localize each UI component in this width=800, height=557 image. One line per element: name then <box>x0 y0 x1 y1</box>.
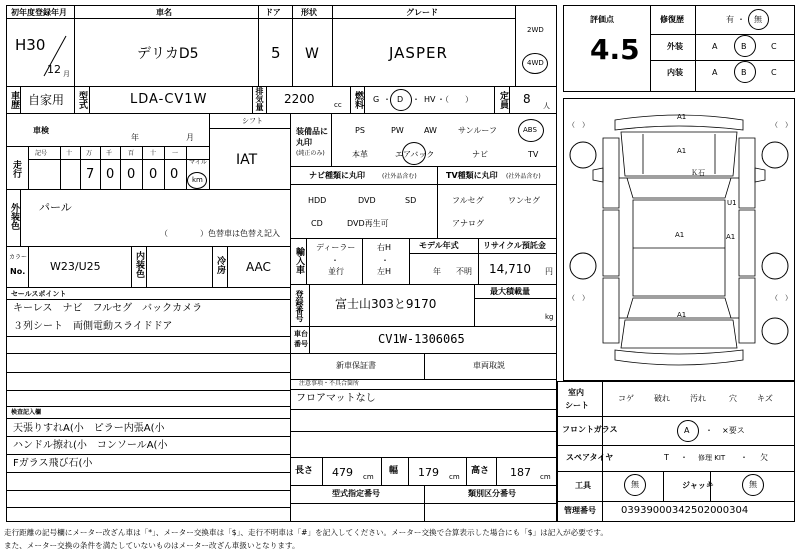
front-glass-label: フロントガラス <box>562 425 618 434</box>
import-sep2: ・ <box>381 256 389 265</box>
color-label: 外装色 <box>9 203 19 230</box>
navi-cd: CD <box>311 219 323 228</box>
length-label: 長さ <box>295 466 314 476</box>
spare-repair-kit: 修理 KIT <box>698 454 726 462</box>
model-year-label: モデル年式 <box>419 241 459 250</box>
tv-oneseg: ワンセグ <box>508 196 540 205</box>
mileage-digit-1: 7 <box>86 167 95 182</box>
equip-tv: TV <box>528 150 539 159</box>
usage-value: 自家用 <box>28 93 65 107</box>
notes-label: 注意事項・不具合箇所 <box>299 380 360 387</box>
category-label: 類別区分番号 <box>468 489 516 498</box>
chassis-value: CV1W-1306065 <box>378 332 465 346</box>
shift-value: IAT <box>236 152 258 168</box>
recycle-unit: 円 <box>545 267 553 276</box>
diagram-mark-rear-door: A1 <box>726 233 736 241</box>
registration-label: 登録番号 <box>295 290 304 322</box>
equip-abs: ABS <box>523 126 537 134</box>
chassis-label-1: 車台 <box>294 330 308 338</box>
import-sep: ・ <box>331 256 339 265</box>
tv-analog: アナログ <box>452 219 484 228</box>
shift-label: シフト <box>242 117 263 125</box>
shaken-month-unit: 月 <box>186 133 194 142</box>
import-label: 輸入車 <box>294 247 304 274</box>
management-value: 03939000342502000304 <box>621 505 749 516</box>
doors-value: 5 <box>271 44 281 62</box>
repaint-note: （ ）色替車は色替え記入 <box>160 229 280 238</box>
repair-history-label: 修復歴 <box>660 15 684 24</box>
digit-label-3: 百 <box>128 150 135 157</box>
displacement-unit: cc <box>334 101 342 109</box>
interior-seat-label-2: シート <box>565 401 589 410</box>
diagram-paren-2: （ ） <box>771 121 792 129</box>
diagram-mark-front: A1 <box>677 113 687 121</box>
sales-point-line-1: キーレス ナビ フルセグ バックカメラ <box>13 303 203 314</box>
max-load-label: 最大積載量 <box>490 287 530 296</box>
jack-label: ジャッキ <box>682 481 714 490</box>
first-reg-month-unit: 月 <box>63 70 70 78</box>
tv-label: TV種類に丸印 <box>446 171 498 180</box>
front-glass-replace: ×要ス <box>722 426 745 435</box>
height-unit: cm <box>540 473 551 481</box>
inspector-line-2: ハンドル擦れ(小 コンソールA(小 <box>13 440 168 451</box>
length-unit: cm <box>363 473 374 481</box>
jack-value: 無 <box>749 480 757 489</box>
import-rh: 右H <box>377 243 392 252</box>
inspector-label: 検査記入欄 <box>11 409 42 416</box>
exterior-a: A <box>712 42 718 51</box>
navi-sd: SD <box>405 196 417 205</box>
color-no-label-1: カラー <box>9 254 28 261</box>
capacity-label: 定員 <box>498 91 508 109</box>
spare-sep2: ・ <box>740 453 748 462</box>
new-car-warranty: 新車保証書 <box>336 361 376 370</box>
ac-label: 冷房 <box>215 256 225 274</box>
capacity-unit: 人 <box>543 102 550 110</box>
car-name-label: 車名 <box>156 8 172 17</box>
seat-burn: コゲ <box>618 394 634 403</box>
drive-2wd: 2WD <box>527 26 544 34</box>
exterior-label: 外装 <box>667 42 683 51</box>
digit-label-5: 一 <box>172 150 179 157</box>
interior-b: B <box>741 68 747 77</box>
exterior-b: B <box>741 42 747 51</box>
diagram-mark-door: U1 <box>727 199 737 207</box>
grade-value: JASPER <box>389 44 448 62</box>
displacement-label: 排気量 <box>255 87 264 111</box>
shape-value: W <box>305 46 319 62</box>
usage-label: 車歴 <box>9 91 19 109</box>
digit-label-2: 千 <box>106 150 113 157</box>
first-reg-year: H30 <box>15 36 46 54</box>
score-value: 4.5 <box>590 33 640 66</box>
tools-label: 工具 <box>575 481 591 490</box>
shape-label: 形状 <box>301 8 317 17</box>
import-dealer: ディーラー <box>316 243 356 252</box>
car-body-diagram <box>563 98 795 381</box>
front-glass-a: A <box>684 426 690 435</box>
mileage-digit-4: 0 <box>149 167 158 182</box>
inspector-line-3: Fガラス飛び石(小 <box>13 458 93 469</box>
digit-label-4: 十 <box>150 150 157 157</box>
shaken-year-unit: 年 <box>131 133 139 142</box>
spare-tire-label: スペアタイヤ <box>566 453 614 462</box>
navi-dvd-play: DVD再生可 <box>347 219 389 228</box>
vehicle-manual: 車両取説 <box>473 361 505 370</box>
seat-hole: 穴 <box>729 394 737 403</box>
diagram-mark-hood: A1 <box>677 147 687 155</box>
interior-seat-label-1: 室内 <box>568 388 584 397</box>
import-parallel: 並行 <box>328 267 344 276</box>
tv-sub: (社外品含む) <box>506 173 541 180</box>
shaken-label: 車検 <box>33 126 49 135</box>
fuel-paren: ・（ ） <box>437 95 473 104</box>
seat-stain: 汚れ <box>690 394 706 403</box>
diagram-paren-1: （ ） <box>568 121 589 129</box>
inspector-line-1: 天張りすれA(小 ピラー内張A(小 <box>13 423 165 434</box>
spare-t: T <box>664 453 669 462</box>
equip-airbag: エアバック <box>395 150 435 159</box>
recycle-label: リサイクル預託金 <box>483 241 546 250</box>
displacement-value: 2200 <box>284 92 315 106</box>
equip-ps: PS <box>355 126 365 135</box>
equip-navi: ナビ <box>472 150 488 159</box>
interior-color-label: 内装色 <box>134 251 144 278</box>
equipment-label-1: 装備品に <box>296 127 328 136</box>
equip-aw: AW <box>424 126 437 135</box>
equip-pw: PW <box>391 126 404 135</box>
digit-label-0: 十 <box>66 150 73 157</box>
sales-point-label: セールスポイント <box>11 290 67 298</box>
footer-line-1: 走行距離の記号欄にメーター改ざん車は「*」、メーター交換車は「$」、走行不明車は「#」を記入してください。メーター交換で合算表示した場合にも「$」は記入が必要です。 <box>4 528 608 537</box>
registration-value: 富士山303と9170 <box>335 297 437 311</box>
spare-sep1: ・ <box>680 453 688 462</box>
footer-line-2: また、メーター交換の条件を満たしていないものはメーター改ざん車扱いとなります。 <box>4 541 300 550</box>
capacity-value: 8 <box>523 92 531 106</box>
type-designation-label: 型式指定番号 <box>332 489 380 498</box>
equipment-sub-label: (純正のみ) <box>296 150 325 157</box>
repair-sep: ・ <box>737 15 745 24</box>
navi-dvd: DVD <box>358 196 376 205</box>
width-value: 179 <box>418 466 439 479</box>
door-label: ドア <box>265 8 281 17</box>
equip-leather: 本革 <box>352 150 368 159</box>
digit-label-1: 万 <box>86 150 93 157</box>
front-glass-sep: ・ <box>705 426 713 435</box>
seat-scratch: キズ <box>757 394 773 403</box>
repair-yes: 有 <box>726 15 734 24</box>
sales-point-line-2: ３列シート 両側電動スライドドア <box>13 321 173 332</box>
diagram-paren-3: （ ） <box>568 294 589 302</box>
sign-label: 記号 <box>35 150 48 157</box>
mileage-digit-2: 0 <box>106 167 115 182</box>
spare-none: 欠 <box>760 453 768 462</box>
repair-no: 無 <box>754 15 762 24</box>
interior-label: 内装 <box>667 68 683 77</box>
height-label: 高さ <box>471 466 490 476</box>
mileage-digit-5: 0 <box>170 167 179 182</box>
seat-tear: 破れ <box>654 394 670 403</box>
recycle-value: 14,710 <box>489 262 531 276</box>
car-name: デリカD5 <box>137 46 199 62</box>
mileage-digit-3: 0 <box>127 167 136 182</box>
navi-hdd: HDD <box>308 196 327 205</box>
navi-sub: (社外品含む) <box>382 173 417 180</box>
tv-fullseg: フルセグ <box>452 196 484 205</box>
fuel-d: D <box>397 95 404 104</box>
diagram-mark-quarter: A1 <box>675 231 685 239</box>
fuel-g: G <box>373 95 380 104</box>
fuel-label: 燃料 <box>353 91 363 109</box>
score-label: 評価点 <box>590 15 614 24</box>
max-load-unit: kg <box>545 313 554 321</box>
grade-label: グレード <box>406 8 438 17</box>
first-reg-label: 初年度登録年月 <box>11 8 67 17</box>
diagram-paren-4: （ ） <box>771 294 792 302</box>
management-label: 管理番号 <box>564 506 596 515</box>
tools-value: 無 <box>631 480 639 489</box>
equip-sunroof: サンルーフ <box>458 126 497 135</box>
navi-label: ナビ種類に丸印 <box>309 171 365 180</box>
import-lh: 左H <box>377 267 392 276</box>
notes-value: フロアマットなし <box>296 393 376 404</box>
fuel-sep1: ・ <box>383 95 391 104</box>
diagram-mark-stone: Ｋ石 <box>691 169 705 177</box>
interior-c: C <box>771 68 777 77</box>
height-value: 187 <box>510 466 531 479</box>
first-reg-month: 12 <box>47 63 61 76</box>
model-year-unknown: 不明 <box>456 267 472 276</box>
mile-label: マイル <box>189 159 207 166</box>
fuel-hv: HV <box>424 95 436 104</box>
drive-4wd: 4WD <box>527 59 544 67</box>
color-no-value: W23/U25 <box>50 260 101 273</box>
width-unit: cm <box>449 473 460 481</box>
km-label: km <box>192 176 203 184</box>
model-year-unit: 年 <box>433 267 441 276</box>
fuel-sep2: ・ <box>412 95 420 104</box>
interior-a: A <box>712 68 718 77</box>
ac-value: AAC <box>246 260 271 274</box>
diagram-mark-rear: A1 <box>677 311 687 319</box>
equipment-label-2: 丸印 <box>296 138 312 147</box>
color-value: パール <box>39 201 72 214</box>
model-label: 型式 <box>77 91 87 109</box>
color-no-label-2: No. <box>10 267 26 276</box>
mileage-label: 走行 <box>11 160 21 178</box>
width-label: 幅 <box>389 466 399 476</box>
exterior-c: C <box>771 42 777 51</box>
chassis-label-2: 番号 <box>294 340 308 348</box>
length-value: 479 <box>332 466 353 479</box>
model-value: LDA-CV1W <box>130 92 208 107</box>
